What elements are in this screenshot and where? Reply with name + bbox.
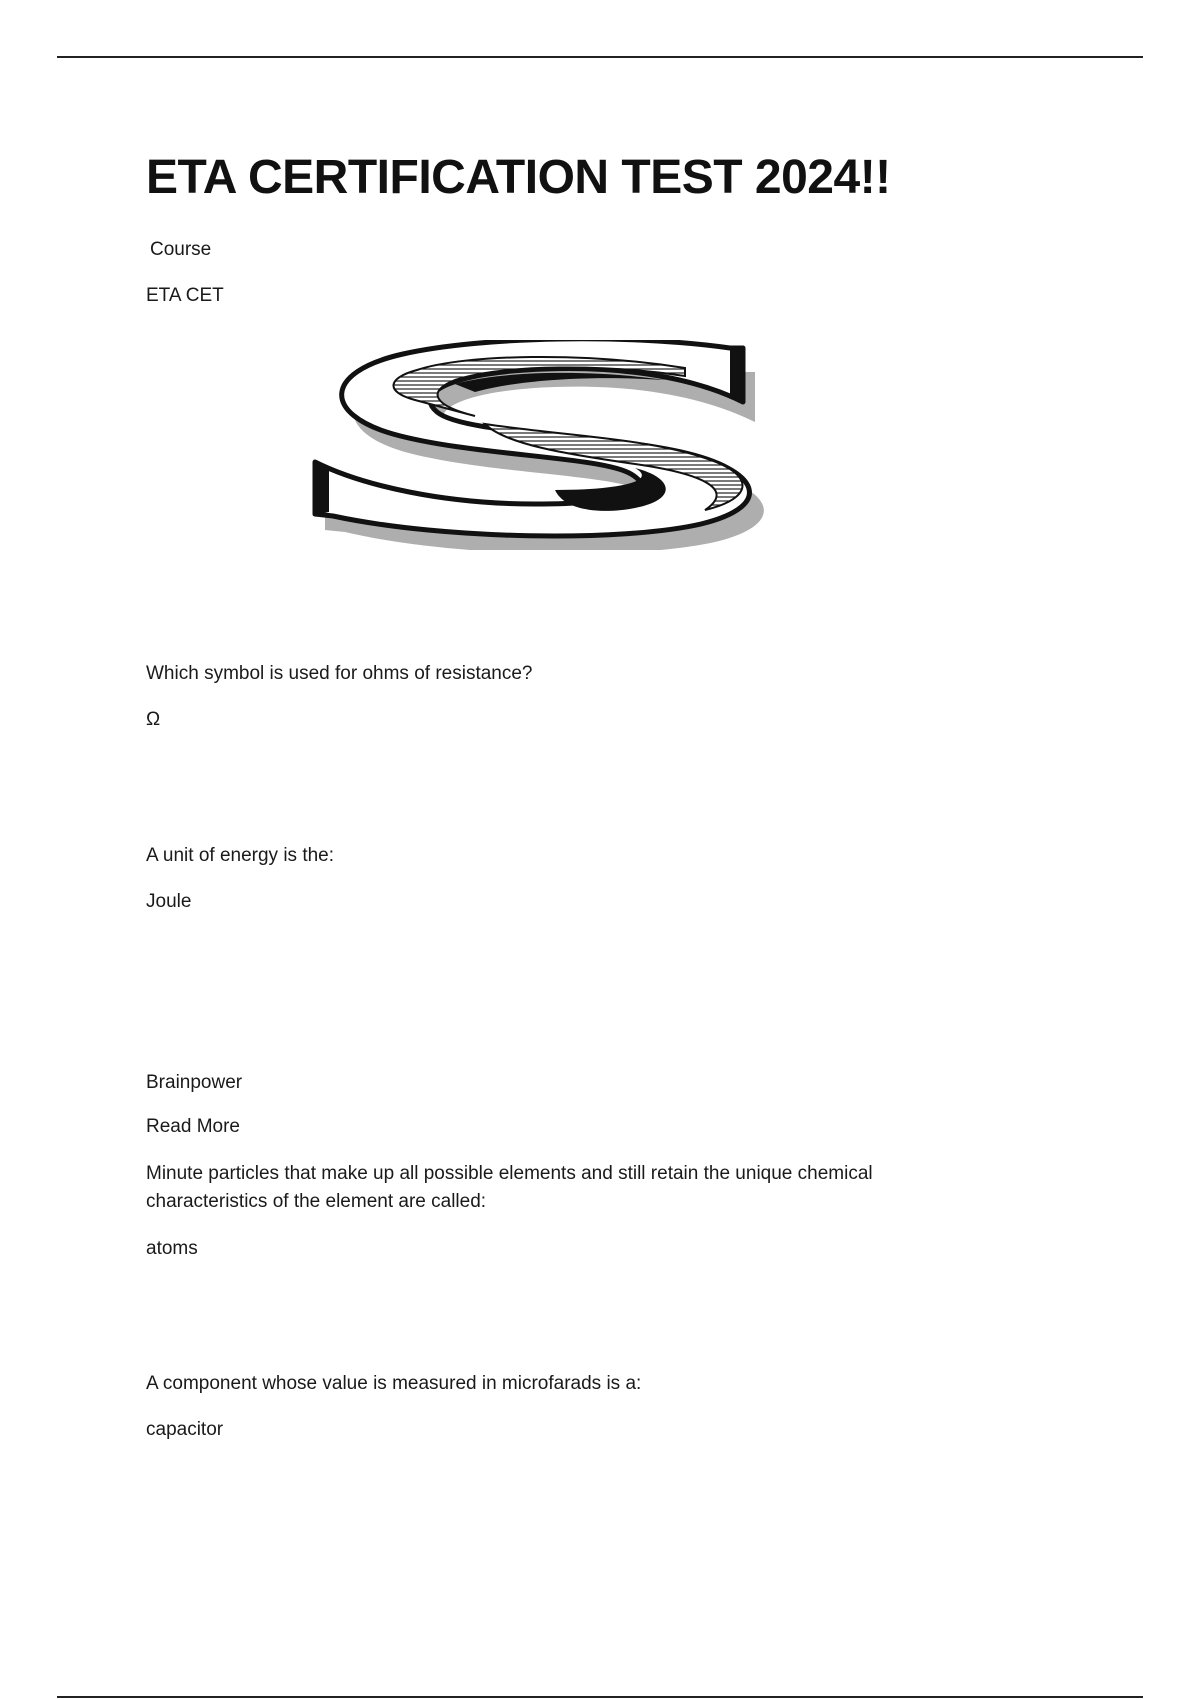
course-value: ETA CET bbox=[146, 285, 224, 306]
answer-text: capacitor bbox=[146, 1419, 224, 1440]
document-title: ETA CERTIFICATION TEST 2024!! bbox=[146, 151, 891, 204]
answer-text: Ω bbox=[146, 709, 161, 730]
bottom-divider bbox=[57, 1696, 1143, 1698]
question-text: Minute particles that make up all possible elements and still retain the unique chemical characteristics of the element are called: bbox=[146, 1163, 873, 1212]
question-text: A component whose value is measured in microfarads is a: bbox=[146, 1373, 642, 1394]
promo-brand-label: Brainpower bbox=[146, 1072, 243, 1093]
top-divider bbox=[57, 56, 1143, 58]
read-more-link[interactable]: Read More bbox=[146, 1116, 240, 1137]
question-text: Which symbol is used for ohms of resistance? bbox=[146, 663, 533, 684]
s-letter-logo-icon bbox=[305, 340, 825, 550]
answer-text: Joule bbox=[146, 891, 192, 912]
question-text: A unit of energy is the: bbox=[146, 845, 335, 866]
course-label: Course bbox=[150, 239, 212, 260]
answer-text: atoms bbox=[146, 1238, 198, 1259]
